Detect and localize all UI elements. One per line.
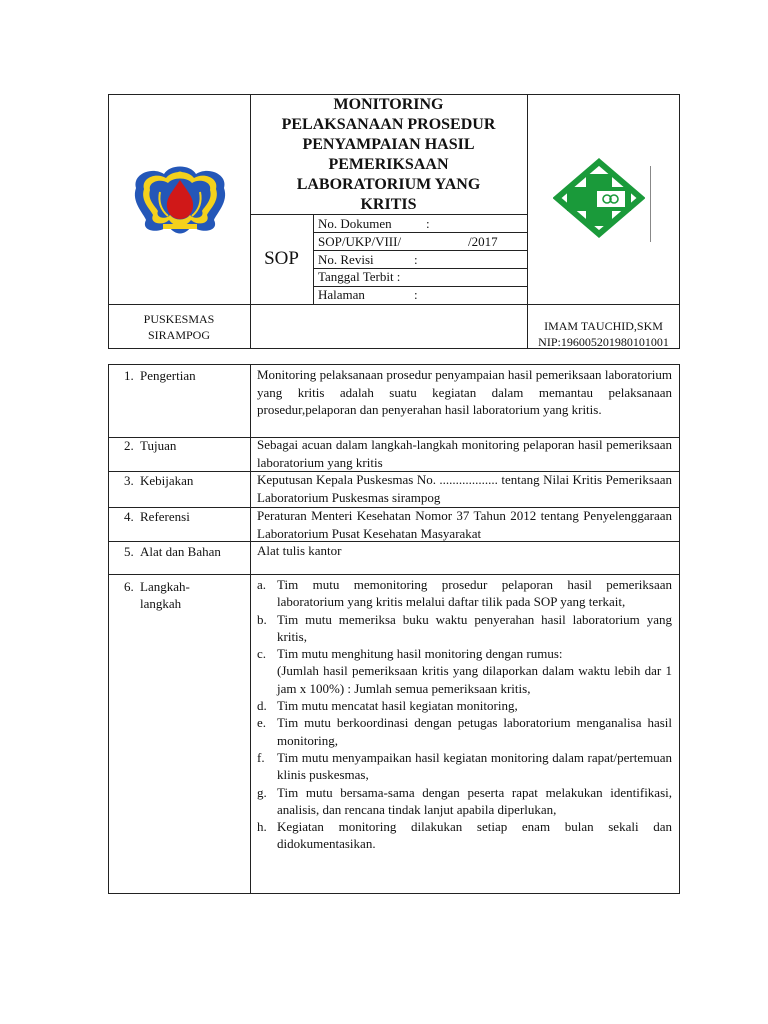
header-divider [313, 214, 314, 304]
logo-divider [650, 166, 651, 242]
title-line: PELAKSANAAN PROSEDUR [281, 116, 496, 133]
document-title [250, 94, 527, 214]
section-text-referensi: Peraturan Menteri Kesehatan Nomor 37 Tahun 2012 tentang Penyelenggaraan Laboratorium Pusat Kesehatan Masyarakat [257, 508, 672, 541]
title-line: KRITIS [360, 196, 417, 213]
list-item: g. Tim mutu bersama-sama dengan peserta rapat melakukan identifikasi, analisis, dan rencana tindak lanjut apabila diperlukan, [257, 784, 672, 817]
doc-year: /2017 [468, 234, 498, 249]
steps-list [257, 576, 672, 853]
section-label-langkah: 6. Langkah- langkah [124, 579, 190, 611]
list-item: h. Kegiatan monitoring dilakukan setiap enam bulan sekali dan didokumentasikan. [257, 819, 672, 852]
doc-number-row [318, 216, 430, 232]
title-line: MONITORING [333, 96, 444, 113]
section-label-kebijakan: 3. Kebijakan [124, 473, 194, 488]
organization-name [108, 311, 250, 343]
signer-block [527, 318, 680, 350]
list-item: d. Tim mutu mencatat hasil kegiatan monitoring, [257, 698, 518, 714]
section-label-alat-bahan: 5. Alat dan Bahan [124, 544, 221, 559]
list-item: b. Tim mutu memeriksa buku waktu penyerahan hasil laboratorium yang kritis, [257, 611, 672, 644]
title-line: PENYAMPAIAN HASIL [302, 136, 475, 153]
header-divider [108, 304, 680, 305]
section-text-tujuan: Sebagai acuan dalam langkah-langkah monitoring pelaporan hasil pemeriksaan laboratorium yang kritis [257, 437, 672, 470]
puskesmas-cross-icon [553, 158, 645, 240]
header-divider [313, 250, 527, 251]
org-line: SIRAMPOG [147, 328, 210, 342]
doc-number-separator: : [426, 216, 430, 231]
section-label-pengertian: 1. Pengertian [124, 368, 196, 383]
signer-nip: NIP:196005201980101001 [538, 335, 669, 349]
signer-name: IMAM TAUCHID,SKM [544, 319, 663, 333]
doc-number-value-row [318, 234, 508, 250]
date-label: Tanggal Terbit : [318, 269, 401, 284]
section-text-kebijakan: Keputusan Kepala Puskesmas No. .................. tentang Nilai Kritis Pemeriksaan Laboratorium Puskesmas sirampog [257, 472, 672, 505]
page-label: Halaman [318, 287, 365, 302]
doc-number-value: SOP/UKP/VIII/ [318, 234, 402, 249]
list-item: a. Tim mutu memonitoring prosedur pelaporan hasil pemeriksaan laboratorium yang kritis melalui daftar tilik pada SOP yang terkait, [257, 577, 672, 610]
section-text-alat-bahan: Alat tulis kantor [257, 543, 342, 558]
header-divider [527, 94, 528, 349]
title-line: LABORATORIUM YANG [296, 176, 481, 193]
doc-number-label: No. Dokumen [318, 216, 392, 231]
list-item: c. Tim mutu menghitung hasil monitoring dengan rumus: (Jumlah hasil pemeriksaan kritis yang dilaporkan dalam waktu lebih dar 1 jam x 100%) : Jumlah semua pemeriksaan kritis, [257, 646, 672, 696]
revision-separator: : [414, 252, 418, 267]
section-label-tujuan: 2. Tujuan [124, 438, 177, 453]
content-divider [108, 574, 680, 575]
section-label-referensi: 4. Referensi [124, 509, 190, 524]
sop-label: SOP [264, 248, 299, 269]
org-line: PUSKESMAS [143, 312, 215, 326]
title-line: PEMERIKSAAN [328, 156, 449, 173]
content-divider [250, 364, 251, 894]
date-row [318, 269, 400, 285]
header-divider [313, 232, 527, 233]
revision-row [318, 252, 418, 268]
page-row [318, 287, 418, 303]
page-separator: : [414, 287, 418, 302]
revision-label: No. Revisi [318, 252, 374, 267]
list-item: e. Tim mutu berkoordinasi dengan petugas laboratorium menganalisa hasil monitoring, [257, 715, 672, 748]
regency-emblem-icon [130, 158, 230, 238]
section-text-pengertian: Monitoring pelaksanaan prosedur penyampaian hasil pemeriksaan laboratorium yang kritis adalah suatu kegiatan dalam memantau pelaksanaan prosedur,pelaporan dan penyerahan hasil laboratorium yang kritis. [257, 367, 672, 417]
list-item: f. Tim mutu menyampaikan hasil kegiatan monitoring dalam rapat/pertemuan klinis puskesmas, [257, 749, 672, 783]
